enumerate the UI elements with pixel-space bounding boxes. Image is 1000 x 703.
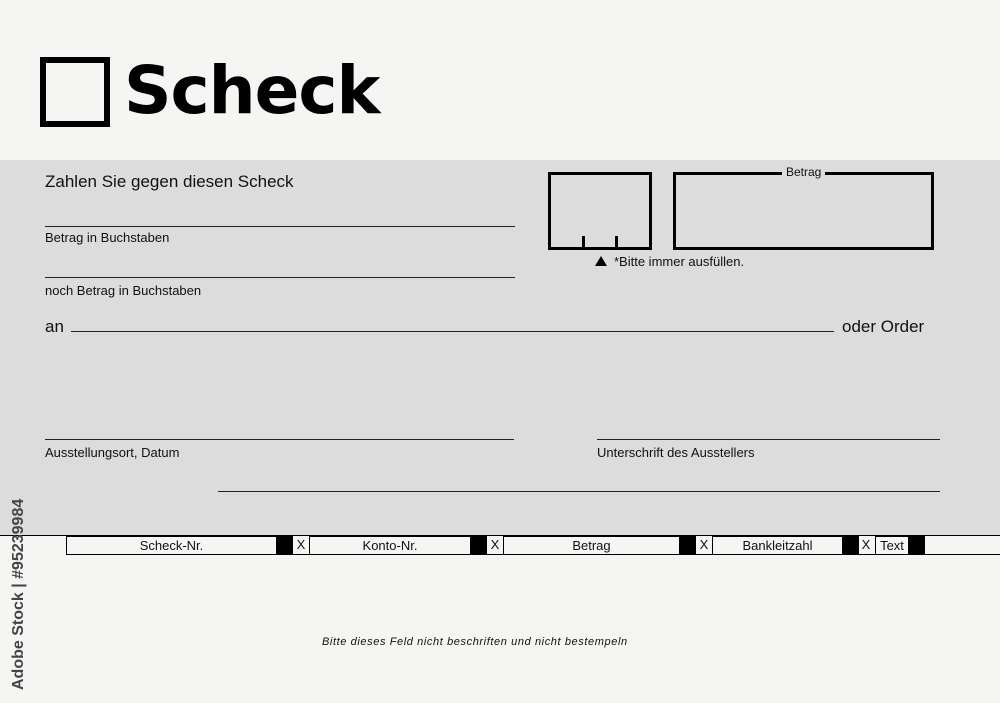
box-tick: [615, 236, 618, 247]
codeline-field-text: Text: [875, 536, 909, 555]
amount-words-label: Betrag in Buchstaben: [45, 230, 170, 245]
signature-label: Unterschrift des Ausstellers: [597, 445, 755, 460]
amount-words-more-line[interactable]: [45, 277, 515, 278]
place-date-label: Ausstellungsort, Datum: [45, 445, 180, 460]
codeline-separator: X: [861, 537, 871, 552]
currency-box[interactable]: [548, 172, 652, 250]
codeline-separator: X: [699, 537, 709, 552]
amount-box-label: Betrag: [782, 165, 825, 179]
fill-hint: *Bitte immer ausfüllen.: [614, 254, 745, 269]
place-date-line[interactable]: [45, 439, 514, 440]
check-title: Scheck: [124, 52, 380, 129]
checkbox-logo-icon: [40, 57, 110, 127]
side-watermark: Adobe Stock | #95239984: [10, 498, 27, 690]
codeline-block: [680, 536, 696, 555]
codeline-block: [471, 536, 487, 555]
payee-suffix: oder Order: [842, 317, 925, 336]
codeline-field-account-number: Konto-Nr.: [309, 536, 471, 555]
amount-words-line[interactable]: [45, 226, 515, 227]
box-tick: [582, 236, 585, 247]
payee-prefix: an: [45, 317, 64, 336]
codeline-block: [909, 536, 925, 555]
instruction-text: Zahlen Sie gegen diesen Scheck: [45, 172, 294, 191]
amount-words-more-label: noch Betrag in Buchstaben: [45, 283, 202, 298]
codeline-field-amount: Betrag: [503, 536, 680, 555]
codeline-strip: [0, 535, 1000, 555]
check-header: [0, 0, 1000, 160]
codeline-separator: X: [296, 537, 306, 552]
footer-note: Bitte dieses Feld nicht beschriften und nicht bestempeln: [322, 636, 628, 648]
codeline-block: [277, 536, 293, 555]
codeline-field-check-number: Scheck-Nr.: [66, 536, 277, 555]
payee-line[interactable]: [71, 331, 834, 332]
codeline-field-bank-code: Bankleitzahl: [712, 536, 843, 555]
check-form: [0, 160, 1000, 535]
amount-box[interactable]: [673, 165, 934, 250]
signature-line[interactable]: [597, 439, 940, 440]
arrow-up-icon: [595, 256, 607, 266]
signature-extra-line[interactable]: [218, 491, 940, 492]
codeline-separator: X: [490, 537, 500, 552]
